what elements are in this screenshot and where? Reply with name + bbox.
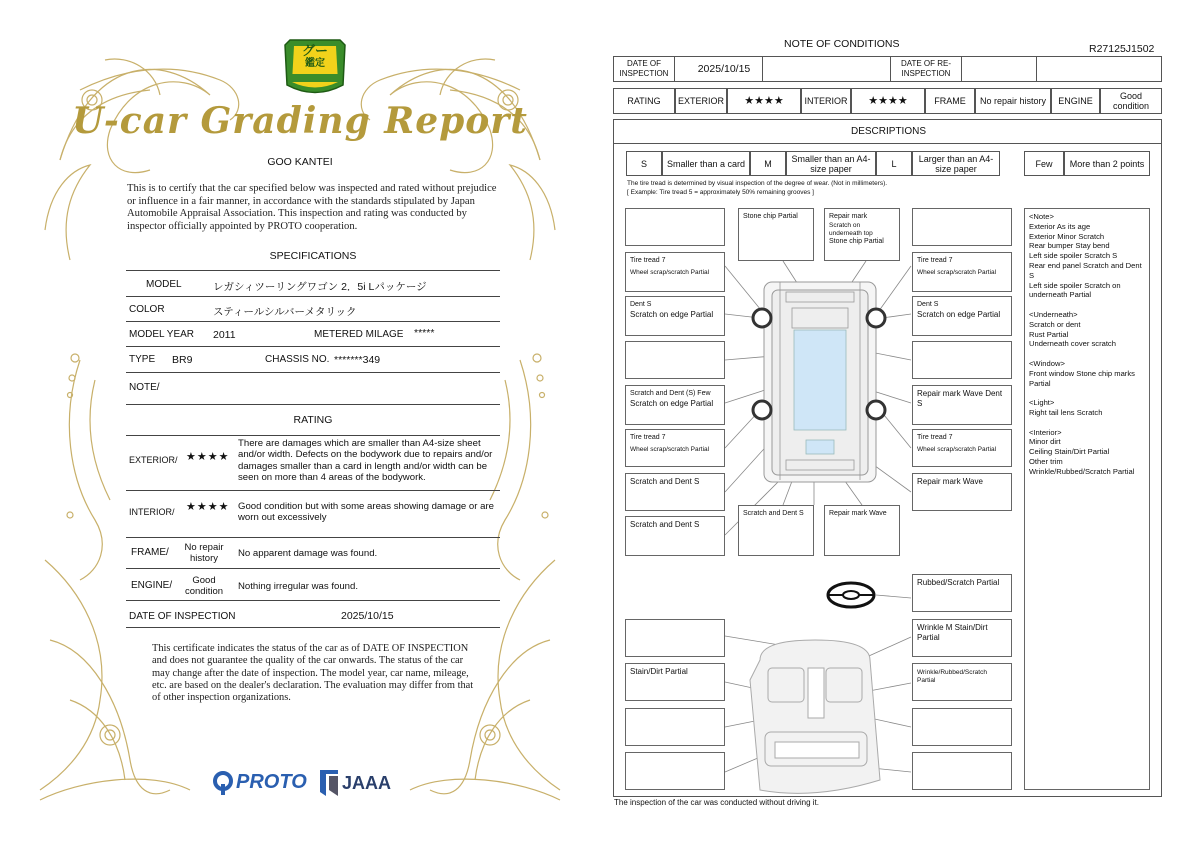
condition-box-r4 (912, 341, 1012, 379)
chassis-value: *******349 (334, 354, 381, 366)
tire-note-1: The tire tread is determined by visual inspection of the degree of wear. (Not in millimeters). (627, 180, 888, 187)
box-text: Tire tread 7 (917, 257, 953, 264)
interior-box-r1 (912, 574, 1012, 612)
model-label: MODEL (146, 279, 182, 290)
badge-line2: 鑑定 (305, 58, 325, 69)
report-subtitle: GOO KANTEI (267, 156, 333, 168)
legend-s: S (626, 151, 662, 176)
condition-box-b3 (824, 505, 900, 556)
type-label: TYPE (129, 354, 156, 365)
box-text: Rubbed/Scratch Partial (917, 578, 1000, 587)
exterior-header: EXTERIOR (675, 88, 727, 114)
condition-box-r3 (912, 296, 1012, 336)
note-line: <Underneath> (1029, 309, 1078, 319)
box-text: Repair mark Wave (829, 510, 887, 517)
condition-box-r1 (912, 208, 1012, 246)
box-text: Wrinkle/Rubbed/Scratch Partial (917, 669, 987, 684)
box-text: Wrinkle M (917, 623, 953, 632)
jaaa-logo-text: JAAA (342, 773, 392, 793)
box-text: Wheel scrap/scratch Partial (630, 269, 710, 276)
proto-logo-text: PROTO (236, 771, 307, 793)
steering-wheel-icon (828, 583, 874, 607)
color-label: COLOR (129, 304, 165, 315)
frame-label: FRAME/ (131, 547, 169, 558)
report-title: U-car Grading Report (72, 100, 528, 142)
report-id: R27125J1502 (1089, 43, 1155, 55)
exterior-description: There are damages which are smaller than A4-size sheet and/or width. Defects on the bodywork due to repairs and/or damages smaller than a card in length and/or width can be seen on more than 4 areas of the bodywork. (238, 438, 493, 483)
condition-box-l3 (625, 296, 725, 336)
note-line: Right tail lens Scratch (1029, 407, 1103, 417)
engine-description: Nothing irregular was found. (238, 581, 358, 592)
note-line: Rear bumper Stay bend (1029, 241, 1110, 251)
box-text: Dent S (917, 301, 939, 308)
note-line: <Note> (1029, 212, 1054, 221)
frame-cell: No repair history (975, 88, 1051, 114)
exterior-label: EXTERIOR/ (129, 455, 178, 465)
condition-box-r6 (912, 429, 1012, 467)
box-text: Scratch on edge Partial (630, 310, 714, 319)
condition-box-r7 (912, 473, 1012, 511)
condition-box-b2 (738, 505, 814, 556)
condition-box-l7 (625, 473, 725, 511)
note-line: Left side spoiler Scratch on underneath Partial (1029, 280, 1121, 300)
interior-box-r2 (912, 619, 1012, 657)
condition-box-l1 (625, 208, 725, 246)
model-year-value: 2011 (213, 329, 236, 341)
legend-l: L (876, 151, 912, 176)
mileage-value: ***** (414, 327, 435, 339)
rating-heading: RATING (293, 414, 333, 426)
engine-header: ENGINE (1051, 88, 1100, 114)
chassis-label: CHASSIS NO. (265, 354, 330, 365)
engine-value: Good condition (184, 575, 224, 597)
model-value: レガシィツーリングワゴン 2．5i Lパッケージ (213, 281, 427, 293)
condition-box-l6 (625, 429, 725, 467)
noc-heading: NOTE OF CONDITIONS (784, 38, 900, 50)
box-text: Repair mark Wave (917, 389, 983, 398)
date-of-inspection-label: DATE OF INSPECTION (129, 611, 236, 622)
note-line: Wrinkle/Rubbed/Scratch Partial (1029, 466, 1135, 476)
condition-box-l5 (625, 385, 725, 425)
box-text: Scratch and Dent (S) Few (630, 390, 711, 397)
box-text: Scratch and Dent S (743, 510, 804, 517)
interior-description: Good condition but with some areas showing damage or are worn out excessively (238, 501, 494, 524)
exterior-stars: ★★★★ (186, 451, 230, 463)
interior-stars-cell: ★★★★ (851, 88, 925, 114)
note-line: Underneath cover scratch (1029, 339, 1116, 349)
box-text: Scratch and Dent S (630, 477, 700, 486)
divider (1036, 56, 1037, 82)
box-text: Wheel scrap/scratch Partial (917, 269, 997, 276)
note-line: Left side spoiler Scratch S (1029, 251, 1118, 261)
note-line: Front window Stone chip marks Partial (1029, 368, 1135, 388)
note-line: Minor dirt (1029, 437, 1061, 447)
exterior-stars-cell: ★★★★ (727, 88, 801, 114)
condition-box-r2 (912, 252, 1012, 292)
box-text: Tire tread 7 (630, 434, 666, 441)
type-value: BR9 (172, 354, 193, 366)
box-text: Tire tread 7 (630, 257, 666, 264)
color-value: スティールシルバーメタリック (213, 306, 357, 318)
divider (762, 56, 763, 82)
legend-s-desc: Smaller than a card (662, 151, 750, 176)
box-text: Wheel scrap/scratch Partial (917, 446, 997, 453)
frame-description: No apparent damage was found. (238, 548, 378, 559)
condition-box-r5 (912, 385, 1012, 425)
interior-box-l3 (625, 708, 725, 746)
note-line: Ceiling Stain/Dirt Partial (1029, 447, 1110, 457)
mileage-label: METERED MILAGE (314, 329, 404, 340)
box-text: Scratch on edge Partial (630, 399, 714, 408)
legend-few: Few (1024, 151, 1064, 176)
box-text: Stain/Dirt Partial (917, 623, 988, 642)
specifications-heading: SPECIFICATIONS (269, 250, 357, 262)
notes-panel (1024, 208, 1150, 790)
frame-value: No repair history (184, 542, 224, 564)
condition-box-t2 (738, 208, 814, 261)
legend-m: M (750, 151, 786, 176)
interior-box-r5 (912, 752, 1012, 790)
note-line: Scratch or dent (1029, 319, 1081, 329)
box-text: Dent S (630, 301, 652, 308)
legend-few-desc: More than 2 points (1064, 151, 1150, 176)
box-text: Stone chip Partial (743, 213, 798, 220)
frame-header: FRAME (925, 88, 975, 114)
date-of-inspection-header: DATE OF INSPECTION (613, 56, 675, 82)
descriptions-heading: DESCRIPTIONS (851, 126, 927, 137)
interior-box-l2 (625, 663, 725, 701)
interior-stars: ★★★★ (186, 501, 230, 513)
interior-box-r3 (912, 663, 1012, 701)
note-line: Rust Partial (1029, 329, 1069, 339)
note-line: <Interior> (1029, 427, 1062, 437)
box-text: Repair mark (829, 213, 868, 220)
condition-box-t3 (824, 208, 900, 261)
box-text: Stone chip Partial (829, 238, 884, 245)
interior-header: INTERIOR (801, 88, 851, 114)
reinspection-header: DATE OF RE-INSPECTION (890, 56, 962, 82)
note-line: <Light> (1029, 398, 1055, 408)
tire-note-2: [ Example: Tire tread 5 = approximately 50% remaining grooves ] (627, 189, 814, 196)
note-line: Exterior As its age (1029, 221, 1091, 231)
box-text: Scratch and Dent S (630, 520, 700, 529)
box-text: Stain/Dirt Partial (630, 667, 688, 676)
box-text: Wheel scrap/scratch Partial (630, 446, 710, 453)
interior-box-l1 (625, 619, 725, 657)
badge-line1: グー (301, 43, 328, 58)
box-text: Dent S (917, 389, 1003, 408)
box-text: Scratch on edge Partial (917, 310, 1001, 319)
legend-m-desc: Smaller than an A4-size paper (786, 151, 876, 176)
box-text: Repair mark Wave (917, 477, 983, 486)
note-line (1029, 300, 1145, 310)
note-label: NOTE/ (129, 382, 160, 393)
legend-l-desc: Larger than an A4-size paper (912, 151, 1000, 176)
divider (613, 143, 1162, 144)
note-line (1029, 349, 1145, 359)
disclaimer-text: This certificate indicates the status of the car as of DATE OF INSPECTION and does not guarantee the quality of the car onwards. The status of the car may change after the date of inspection. The model year, car name, mileage, etc. are based on the dealer's declaration. The evaluation may differ from that of other inspection organizations. (152, 643, 474, 704)
interior-box-l4 (625, 752, 725, 790)
note-line: <Window> (1029, 358, 1065, 368)
note-line (1029, 418, 1145, 428)
footer-note: The inspection of the car was conducted without driving it. (614, 798, 819, 807)
interior-label: INTERIOR/ (129, 507, 175, 517)
note-line: Other trim (1029, 456, 1063, 466)
date-of-inspection-cell: 2025/10/15 (697, 63, 751, 75)
interior-box-r4 (912, 708, 1012, 746)
note-line (1029, 388, 1145, 398)
date-of-inspection-value: 2025/10/15 (341, 610, 394, 622)
condition-box-l4 (625, 341, 725, 379)
condition-box-l8 (625, 516, 725, 556)
engine-label: ENGINE/ (131, 580, 173, 591)
certificate-text: This is to certify that the car specified below was inspected and rated without prejudice or influence in a fair manner, in accordance with the standards stipulated by Japan Automobile Appraisal Association. This inspection and rating was conducted by inspector officially appointed by PROTO cooperation. (127, 183, 497, 232)
note-line: Rear end panel Scratch and Dent S (1029, 260, 1142, 280)
engine-cell: Good condition (1100, 88, 1162, 114)
condition-box-l2 (625, 252, 725, 292)
rating-header: RATING (613, 88, 675, 114)
box-text: Scratch on underneath top (829, 222, 873, 237)
box-text: Tire tread 7 (917, 434, 953, 441)
model-year-label: MODEL YEAR (129, 329, 195, 340)
note-line: Exterior Minor Scratch (1029, 231, 1105, 241)
